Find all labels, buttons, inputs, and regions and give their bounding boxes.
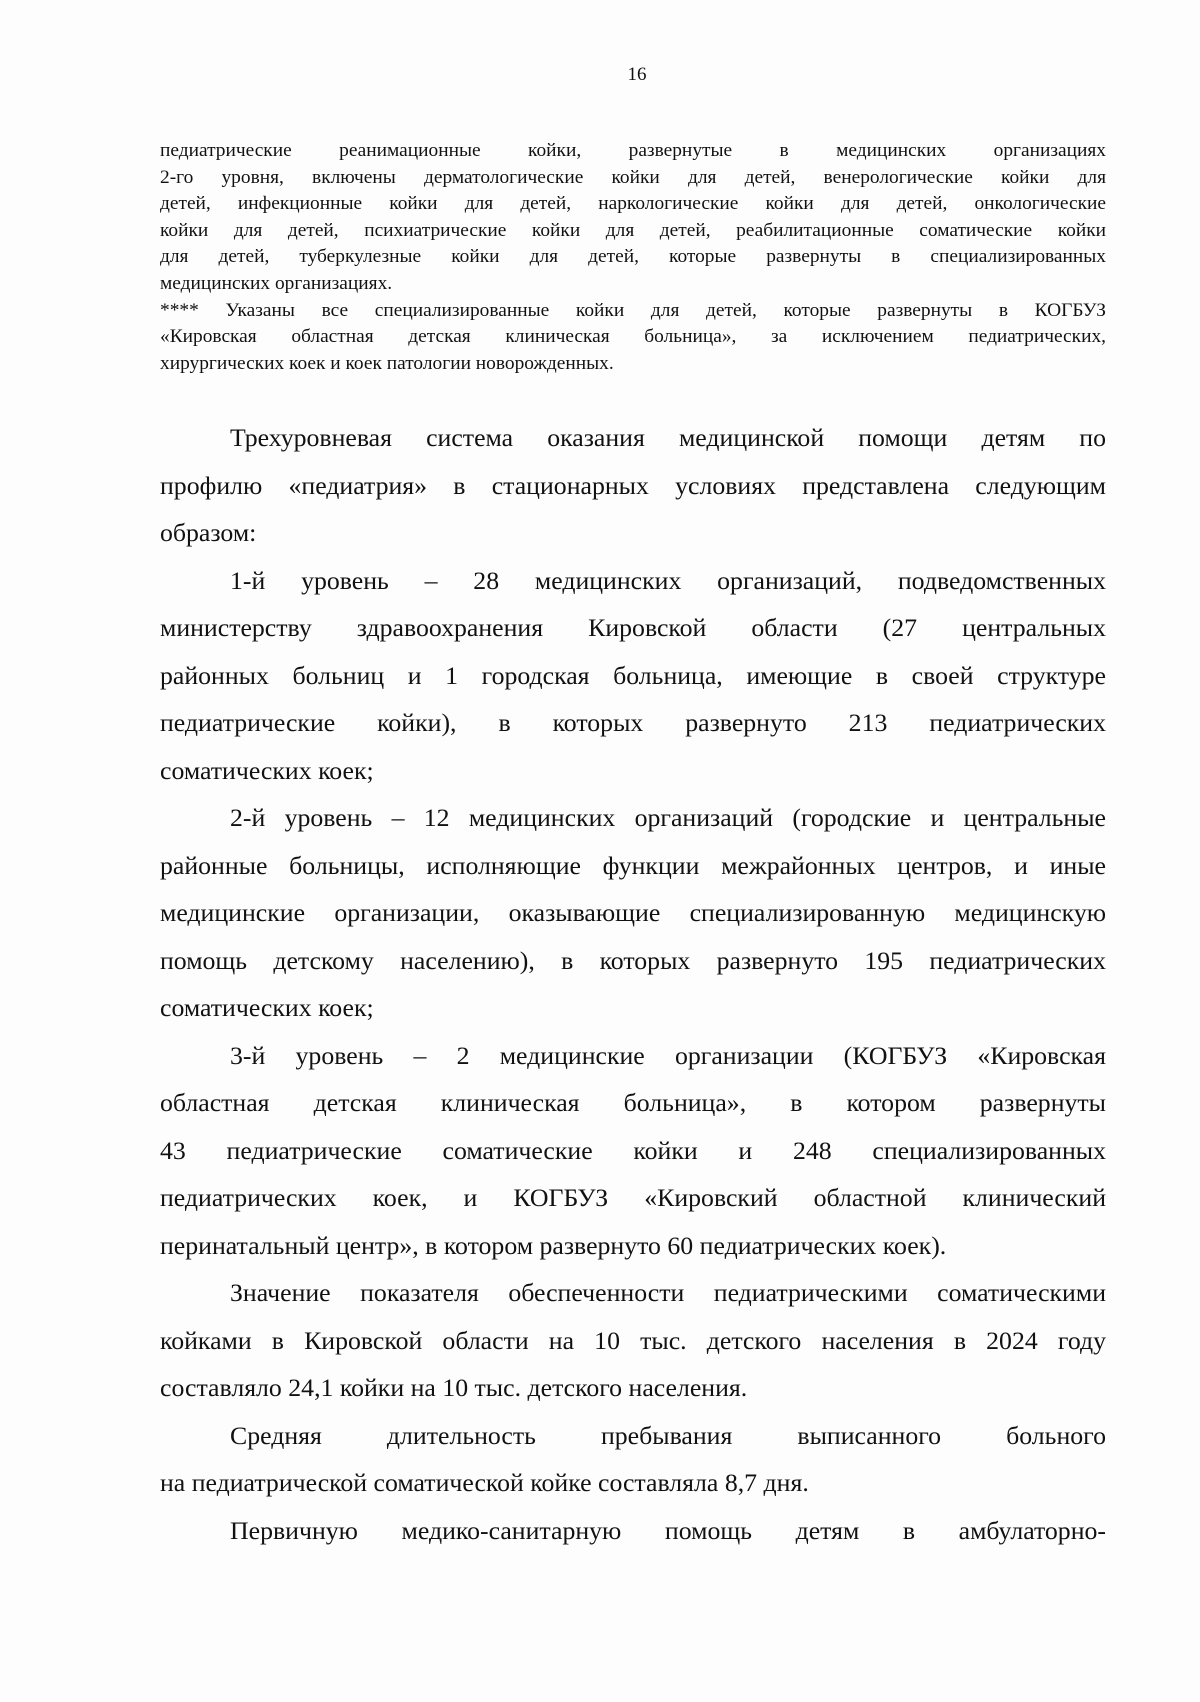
text-line: соматических коек; xyxy=(160,755,374,785)
footnote-line: «Кировская областная детская клиническая больница», за исключением педиатрических, xyxy=(160,326,1106,348)
text-line: Первичную медико-санитарную помощь детям в амбулаторно- xyxy=(230,1515,1106,1545)
paragraph-indicator xyxy=(160,1269,1106,1412)
footnote-line: для детей, туберкулезные койки для детей, которые развернуты в специализированных xyxy=(160,246,1106,268)
paragraph-intro xyxy=(160,414,1106,557)
text-line: помощь детскому населению), в которых развернуто 195 педиатрических xyxy=(160,945,1106,975)
text-line: образом: xyxy=(160,518,257,547)
text-line: составляло 24,1 койки на 10 тыс. детского населения. xyxy=(160,1373,748,1402)
text-line: областная детская клиническая больница», в котором развернуты xyxy=(160,1088,1106,1117)
text-line: районные больницы, исполняющие функции межрайонных центров, и иные xyxy=(160,850,1106,880)
text-line: министерству здравоохранения Кировской области (27 центральных xyxy=(160,613,1106,642)
footnote-line: детей, инфекционные койки для детей, наркологические койки для детей, онкологические xyxy=(160,193,1106,215)
text-line: педиатрических коек, и КОГБУЗ «Кировский областной клинический xyxy=(160,1183,1106,1212)
text-line: 1-й уровень – 28 медицинских организаций, подведомственных xyxy=(230,565,1106,595)
footnote-line: педиатрические реанимационные койки, развернутые в медицинских организациях xyxy=(160,140,1106,161)
text-line: Значение показателя обеспеченности педиатрическими соматическими xyxy=(230,1278,1106,1307)
paragraph-level-2 xyxy=(160,794,1106,1032)
text-line: Трехуровневая система оказания медицинской помощи детям по xyxy=(230,423,1106,452)
text-line: педиатрические койки), в которых развернуто 213 педиатрических xyxy=(160,708,1106,737)
body-text xyxy=(160,414,1106,1554)
text-line: 2-й уровень – 12 медицинских организаций (городские и центральные xyxy=(230,803,1106,832)
page-number: 16 xyxy=(627,64,647,85)
text-line: койками в Кировской области на 10 тыс. детского населения в 2024 году xyxy=(160,1325,1106,1355)
text-line: 43 педиатрические соматические койки и 248 специализированных xyxy=(160,1135,1106,1165)
footnote-line: медицинских организациях. xyxy=(160,272,393,294)
paragraph-duration xyxy=(160,1412,1106,1507)
footnote-line: хирургических коек и коек патологии новорожденных. xyxy=(160,352,614,374)
paragraph-level-3 xyxy=(160,1032,1106,1270)
footnote-line: 2-го уровня, включены дерматологические койки для детей, венерологические койки для xyxy=(160,166,1106,188)
text-line: медицинские организации, оказывающие специализированную медицинскую xyxy=(160,898,1106,927)
text-line: Средняя длительность пребывания выписанного больного xyxy=(230,1420,1106,1450)
footnote-line: койки для детей, психиатрические койки для детей, реабилитационные соматические койки xyxy=(160,219,1106,241)
text-line: соматических коек; xyxy=(160,993,374,1022)
paragraph-level-1 xyxy=(160,557,1106,795)
text-line: перинатальный центр», в котором развернуто 60 педиатрических коек). xyxy=(160,1230,947,1260)
text-line: 3-й уровень – 2 медицинские организации (КОГБУЗ «Кировская xyxy=(230,1040,1106,1070)
footnotes xyxy=(160,138,1106,377)
footnote-line: **** Указаны все специализированные койки для детей, которые развернуты в КОГБУЗ xyxy=(160,299,1106,321)
text-line: районных больниц и 1 городская больница, имеющие в своей структуре xyxy=(160,660,1106,690)
text-line: на педиатрической соматической койке составляла 8,7 дня. xyxy=(160,1468,809,1497)
paragraph-primary-care xyxy=(160,1507,1106,1555)
text-line: профилю «педиатрия» в стационарных условиях представлена следующим xyxy=(160,470,1106,500)
